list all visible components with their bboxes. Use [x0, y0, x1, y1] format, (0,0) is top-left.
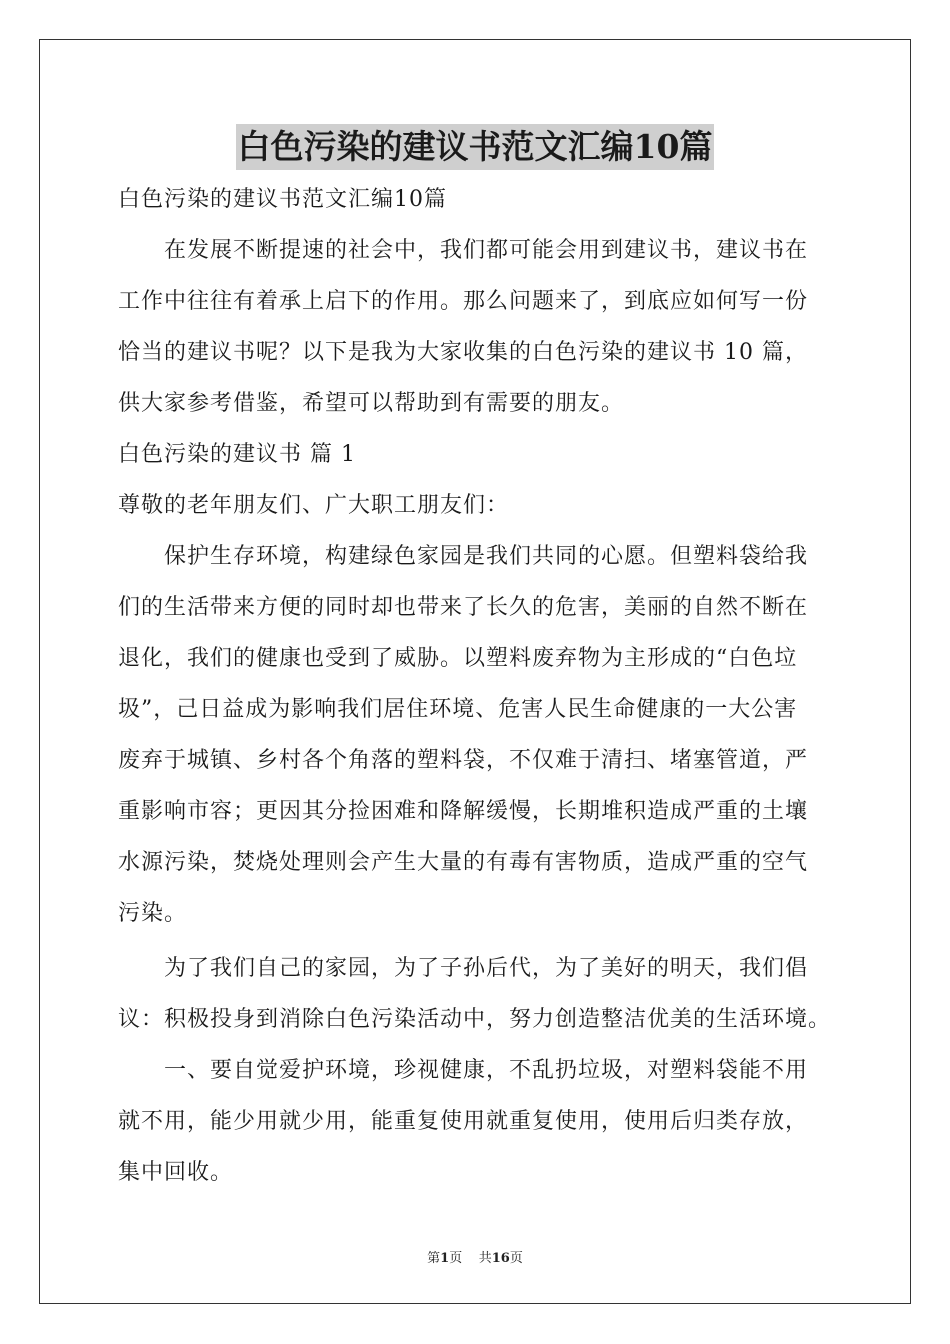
- paragraph-line: 恰当的建议书呢？以下是我为大家收集的白色污染的建议书 10 篇，: [118, 340, 808, 365]
- document-title: 白色污染的建议书范文汇编10篇: [236, 124, 715, 170]
- page-suffix: 页: [449, 1251, 463, 1266]
- paragraph-line: 一、要自觉爱护环境，珍视健康，不乱扔垃圾，对塑料袋能不用: [164, 1058, 809, 1083]
- paragraph-line: 议：积极投身到消除白色污染活动中，努力创造整洁优美的生活环境。: [118, 1007, 832, 1032]
- page-number: 1: [440, 1251, 450, 1266]
- document-body: [118, 178, 838, 1195]
- total-prefix: 共: [478, 1251, 492, 1266]
- paragraph-line: 们的生活带来方便的同时却也带来了长久的危害，美丽的自然不断在: [118, 595, 809, 620]
- paragraph-line: 污染。: [118, 901, 188, 926]
- paragraph-line: 为了我们自己的家园，为了子孙后代，为了美好的明天，我们倡: [164, 956, 809, 981]
- paragraph-line: 工作中往往有着承上启下的作用。那么问题来了，到底应如何写一份: [118, 289, 809, 314]
- page-footer: [0, 1247, 950, 1266]
- paragraph-line: 保护生存环境，构建绿色家园是我们共同的心愿。但塑料袋给我: [164, 544, 809, 569]
- paragraph-line: 重影响市容；更因其分捡困难和降解缓慢，长期堆积造成严重的土壤: [118, 799, 809, 824]
- section-heading: 白色污染的建议书 篇 1: [118, 442, 356, 467]
- paragraph-line: 就不用，能少用就少用，能重复使用就重复使用，使用后归类存放，: [118, 1109, 809, 1134]
- paragraph-line: 退化，我们的健康也受到了威胁。以塑料废弃物为主形成的“白色垃: [118, 646, 798, 671]
- paragraph-line: 水源污染，焚烧处理则会产生大量的有毒有害物质，造成严重的空气: [118, 850, 809, 875]
- paragraph-line: 圾”，己日益成为影响我们居住环境、危害人民生命健康的一大公害: [118, 697, 798, 722]
- paragraph-line: 集中回收。: [118, 1160, 234, 1185]
- paragraph-line: 废弃于城镇、乡村各个角落的塑料袋，不仅难于清扫、堵塞管道，严: [118, 748, 809, 773]
- salutation-line: 尊敬的老年朋友们、广大职工朋友们：: [118, 493, 510, 518]
- title-container: [0, 124, 950, 170]
- page-prefix: 第: [427, 1251, 441, 1266]
- subtitle-line: 白色污染的建议书范文汇编10篇: [118, 187, 447, 212]
- total-suffix: 页: [509, 1251, 523, 1266]
- paragraph-line: 在发展不断提速的社会中，我们都可能会用到建议书，建议书在: [164, 238, 809, 263]
- total-pages: 16: [491, 1251, 510, 1266]
- paragraph-line: 供大家参考借鉴，希望可以帮助到有需要的朋友。: [118, 391, 625, 416]
